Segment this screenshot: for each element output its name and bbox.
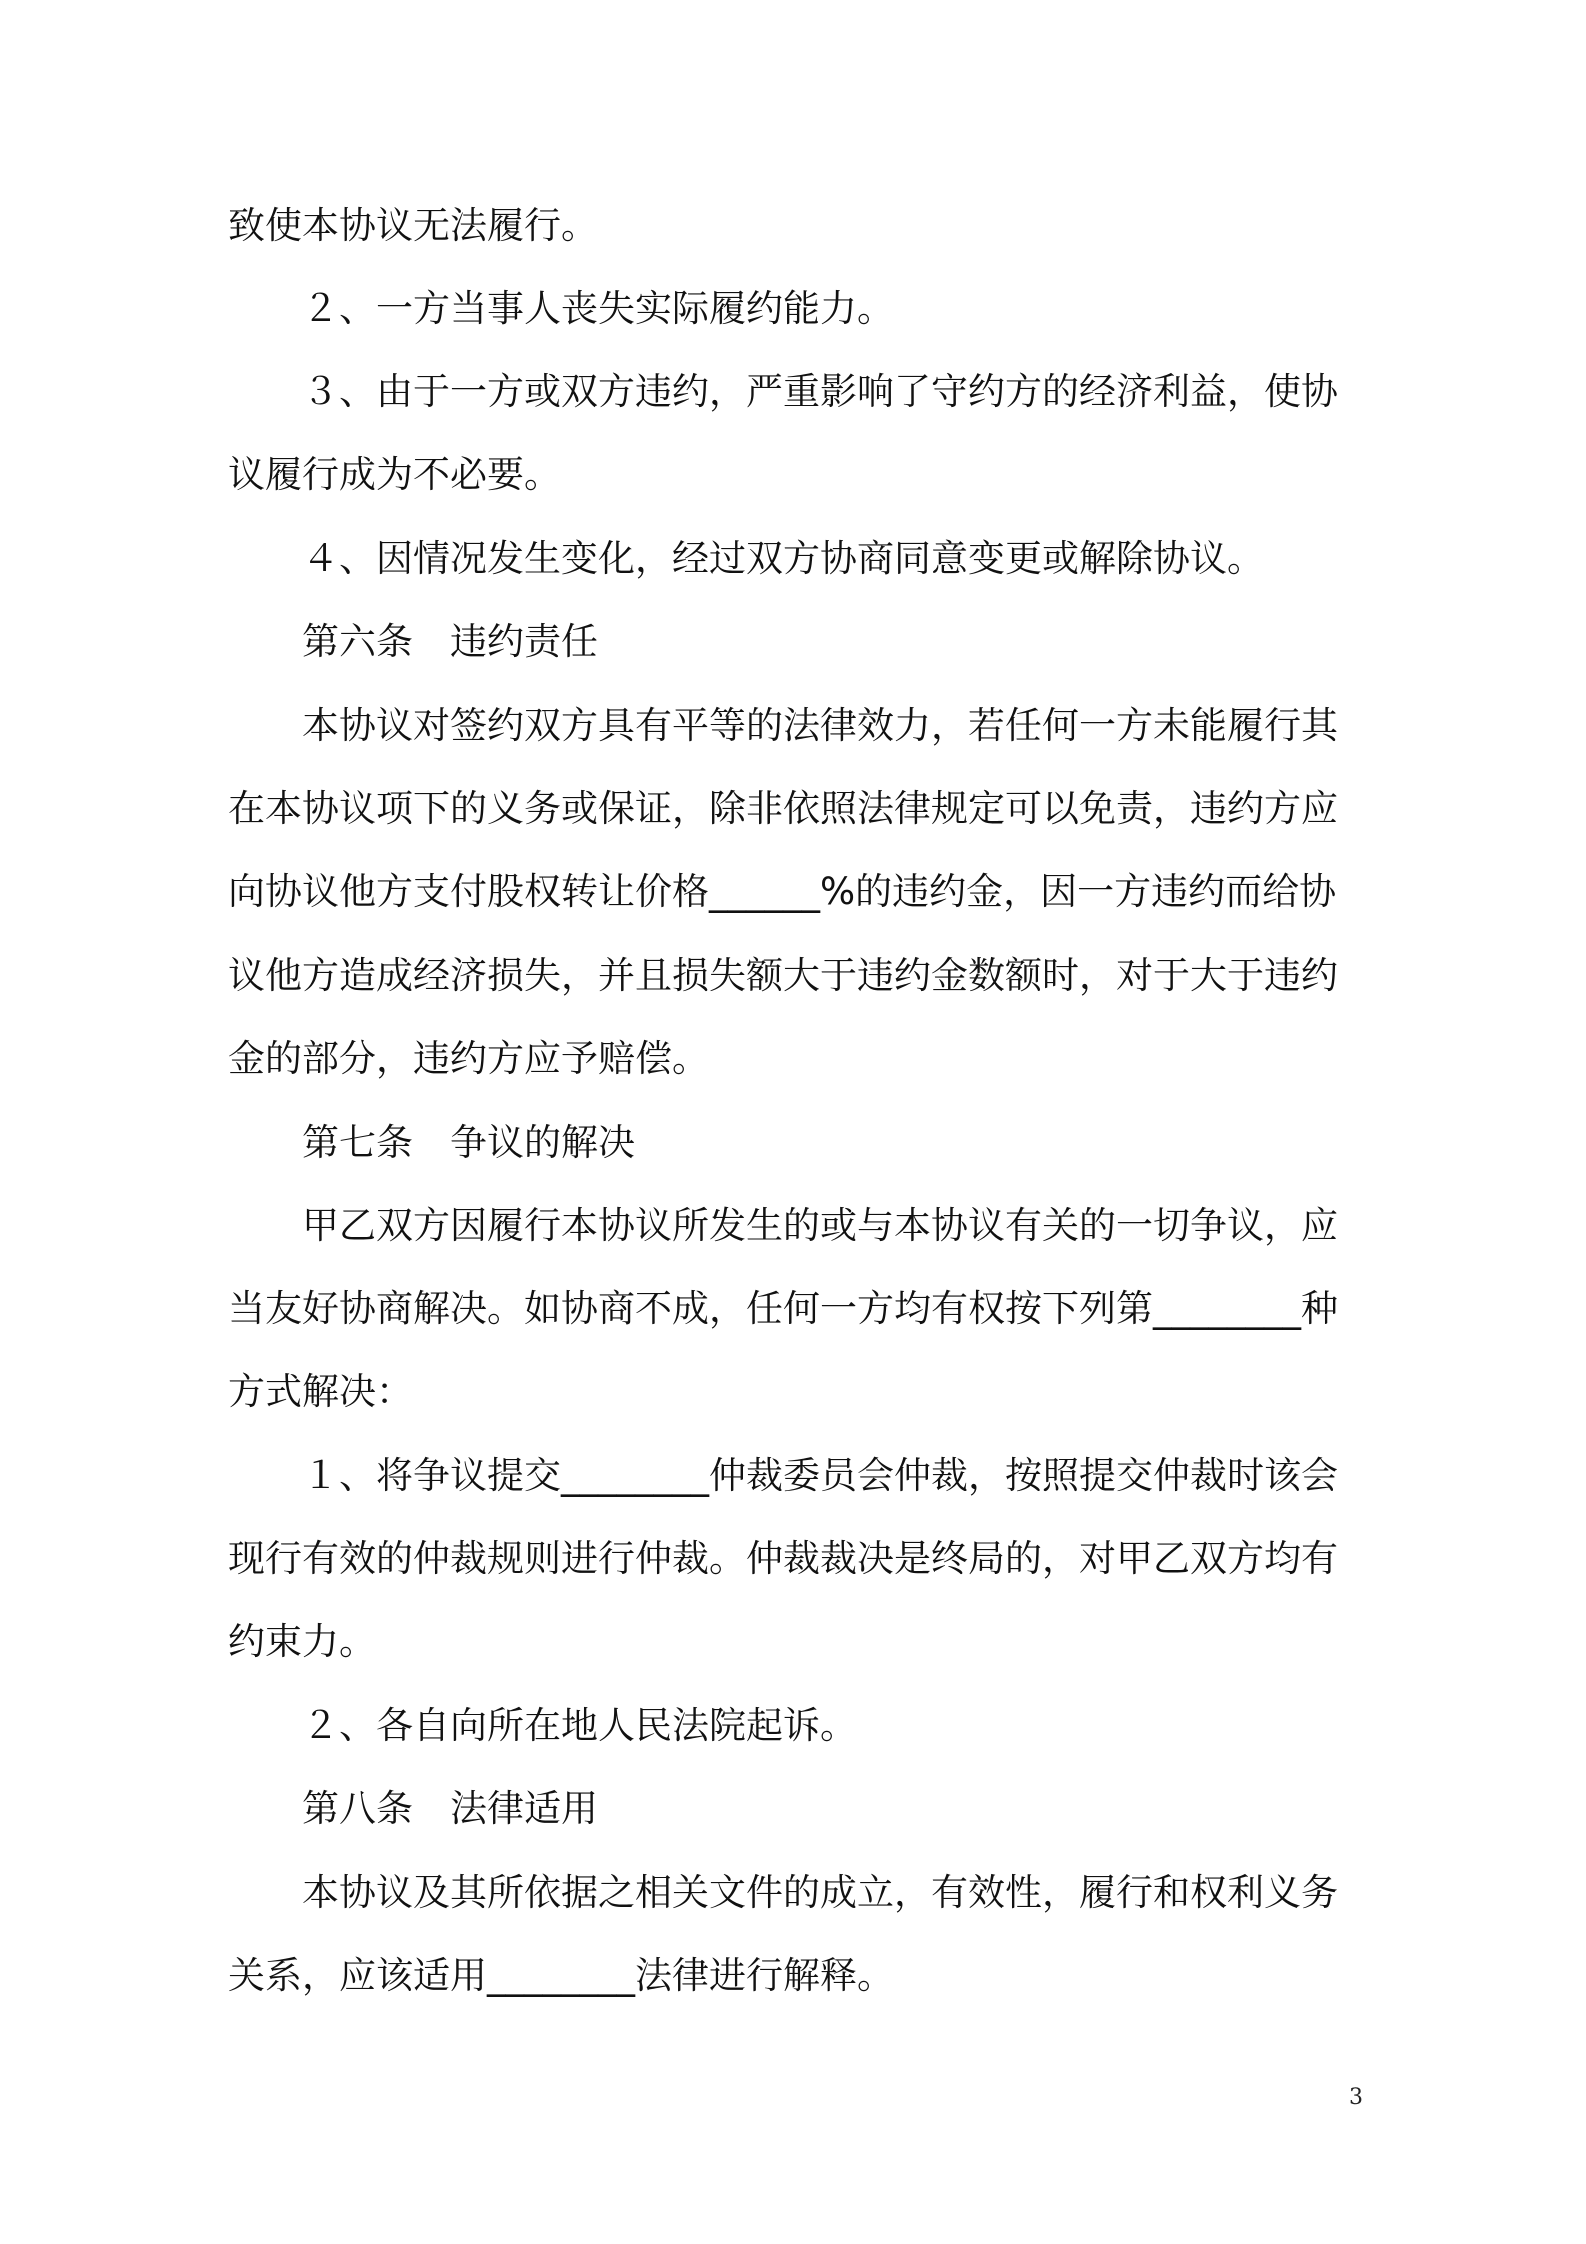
list-item: ２、各自向所在地人民法院起诉。 bbox=[302, 1704, 857, 1747]
text-line: 向协议他方支付股权转让价格______%的违约金，因一方违约而给协 bbox=[228, 870, 1337, 913]
page-number: 3 bbox=[1349, 2085, 1363, 2110]
text-line: 关系，应该适用________法律进行解释。 bbox=[228, 1954, 894, 1997]
text-line: 本协议及其所依据之相关文件的成立，有效性，履行和权利义务 bbox=[302, 1871, 1338, 1914]
list-item: １、将争议提交________仲裁委员会仲裁，按照提交仲裁时该会 bbox=[302, 1454, 1338, 1497]
list-item: ２、一方当事人丧失实际履约能力。 bbox=[302, 287, 894, 330]
section-heading: 第七条 争议的解决 bbox=[302, 1121, 635, 1164]
text-line: 本协议对签约双方具有平等的法律效力，若任何一方未能履行其 bbox=[302, 704, 1338, 747]
text-line: 议履行成为不必要。 bbox=[228, 453, 561, 496]
list-item: ４、因情况发生变化，经过双方协商同意变更或解除协议。 bbox=[302, 537, 1264, 580]
text-line: 约束力。 bbox=[228, 1620, 376, 1663]
section-heading: 第八条 法律适用 bbox=[302, 1787, 598, 1830]
text-line: 甲乙双方因履行本协议所发生的或与本协议有关的一切争议，应 bbox=[302, 1204, 1338, 1247]
text-line: 在本协议项下的义务或保证，除非依照法律规定可以免责，违约方应 bbox=[228, 787, 1338, 830]
text-line: 议他方造成经济损失，并且损失额大于违约金数额时，对于大于违约 bbox=[228, 954, 1338, 997]
text-line: 金的部分，违约方应予赔偿。 bbox=[228, 1037, 709, 1080]
list-item: ３、由于一方或双方违约，严重影响了守约方的经济利益，使协 bbox=[302, 370, 1338, 413]
text-line: 致使本协议无法履行。 bbox=[228, 204, 598, 247]
section-heading: 第六条 违约责任 bbox=[302, 620, 598, 663]
text-line: 方式解决： bbox=[228, 1370, 413, 1413]
text-line: 当友好协商解决。如协商不成，任何一方均有权按下列第________种 bbox=[228, 1287, 1338, 1330]
text-line: 现行有效的仲裁规则进行仲裁。仲裁裁决是终局的，对甲乙双方均有 bbox=[228, 1537, 1338, 1580]
